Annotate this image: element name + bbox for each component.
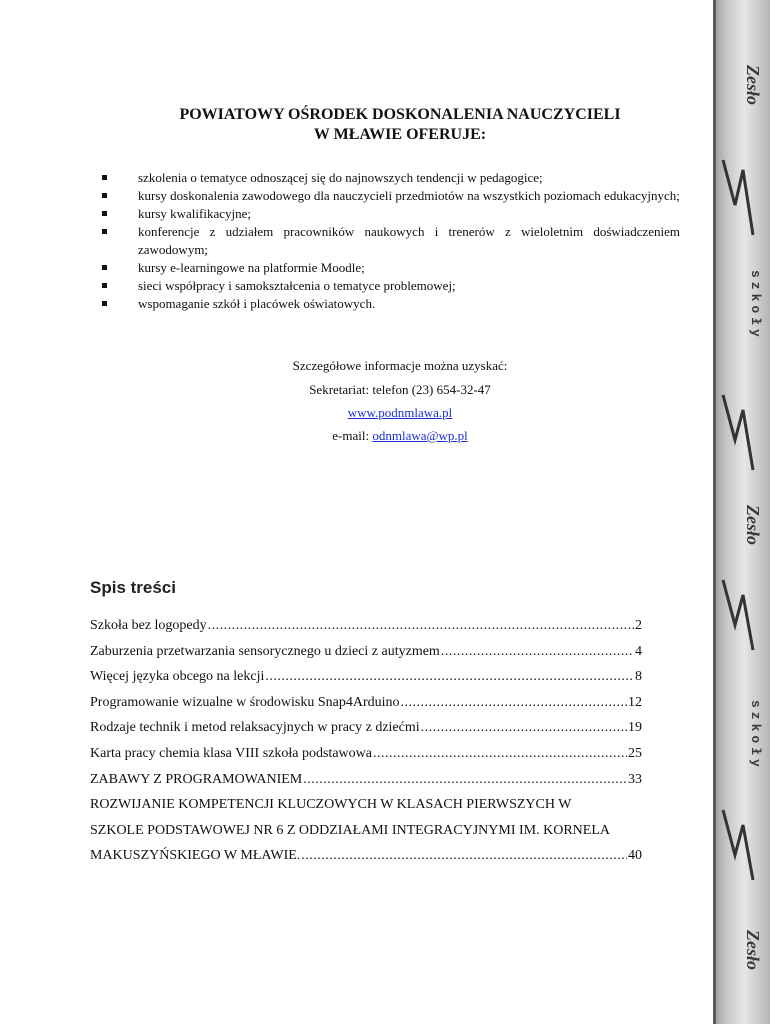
toc-entry[interactable] [90,746,642,772]
toc-leader [421,720,627,736]
toc-entry[interactable] [90,695,642,721]
toc-entry-title: Karta pracy chemia klasa VIII szkoła podstawowa [90,745,372,761]
toc-entry[interactable] [90,669,642,695]
square-bullet-icon [102,193,107,198]
offer-item: szkolenia o tematyce odnoszącej się do najnowszych tendencji w pedagogice; [90,169,680,187]
sidebar-word: Zesło [743,65,763,105]
offer-item: konferencje z udziałem pracowników naukowych i trenerów z wieloletnim doświadczeniem zawodowym; [90,223,680,259]
toc-entry-title: Więcej języka obcego na lekcji [90,669,265,685]
toc-entry-multiline-line1[interactable]: ROZWIJANIE KOMPETENCJI KLUCZOWYCH W KLASACH PIERWSZYCH W [90,797,572,813]
toc-entry-multiline-line2[interactable]: SZKOLE PODSTAWOWEJ NR 6 Z ODDZIAŁAMI INTEGRACYJNYMI IM. KORNELA [90,822,610,838]
toc-entry-title: Programowanie wizualne w środowisku Snap4Arduino [90,694,400,710]
table-of-contents [90,618,642,874]
website-link[interactable]: www.podnmlawa.pl [347,405,453,420]
toc-entry-page: 33 [628,771,642,787]
sidebar-word: Zesło [743,930,763,970]
contact-email-row [100,428,700,444]
offer-item: sieci współpracy i samokształcenia o tematyce problemowej; [90,277,680,295]
email-link[interactable]: odnmlawa@wp.pl [372,428,468,443]
decorative-sidebar [713,0,770,1024]
offer-item: kursy e-learningowe na platformie Moodle; [90,259,680,277]
page-heading-line1: POWIATOWY OŚRODEK DOSKONALENIA NAUCZYCIELI [179,106,621,123]
toc-entry[interactable] [90,848,642,874]
toc-leader [373,746,627,762]
sidebar-word: Zesło [743,505,763,545]
contact-intro: Szczegółowe informacje można uzyskać: [292,358,508,373]
square-bullet-icon [102,265,107,270]
toc-entry-title: MAKUSZYŃSKIEGO W MŁAWIE. [90,848,301,864]
toc-leader [208,618,634,634]
email-label: e-mail: [332,428,373,443]
toc-entry-page: 4 [635,643,642,659]
toc-leader [303,772,627,788]
toc-entry[interactable] [90,618,642,644]
sidebar-word: szkoły [748,269,763,341]
toc-leader [401,695,627,711]
offer-item: wspomaganie szkół i placówek oświatowych. [90,295,680,313]
toc-entry-title: ZABAWY Z PROGRAMOWANIEM [90,771,303,787]
toc-entry[interactable] [90,772,642,798]
toc-leader [441,644,634,660]
toc-entry-page: 25 [628,745,642,761]
page-heading-line2: W MŁAWIE OFERUJE: [313,126,487,143]
sidebar-word: szkoły [748,699,763,771]
square-bullet-icon [102,301,107,306]
toc-entry-page: 19 [628,720,642,736]
square-bullet-icon [102,175,107,180]
toc-entry-title: Rodzaje technik i metod relaksacyjnych w pracy z dziećmi [90,720,420,736]
toc-entry-page: 12 [628,694,642,710]
toc-leader [265,669,634,685]
toc-title: Spis treści [90,578,176,597]
square-bullet-icon [102,283,107,288]
square-bullet-icon [102,211,107,216]
square-bullet-icon [102,229,107,234]
offer-item: kursy kwalifikacyjne; [90,205,680,223]
toc-entry-page: 8 [635,669,642,685]
contact-website-row [100,405,700,421]
toc-entry[interactable] [90,720,642,746]
toc-entry-page: 2 [635,618,642,633]
toc-entry-title: Szkoła bez logopedy [90,618,207,633]
contact-phone: Sekretariat: telefon (23) 654-32-47 [309,382,491,397]
toc-leader [301,848,627,864]
offer-list [90,169,680,313]
toc-entry-page: 40 [628,848,642,864]
toc-entry[interactable] [90,644,642,670]
offer-item: kursy doskonalenia zawodowego dla nauczycieli przedmiotów na wszystkich poziomach edukacyjnych; [90,187,680,205]
toc-entry-title: Zaburzenia przetwarzania sensorycznego u dzieci z autyzmem [90,643,440,659]
